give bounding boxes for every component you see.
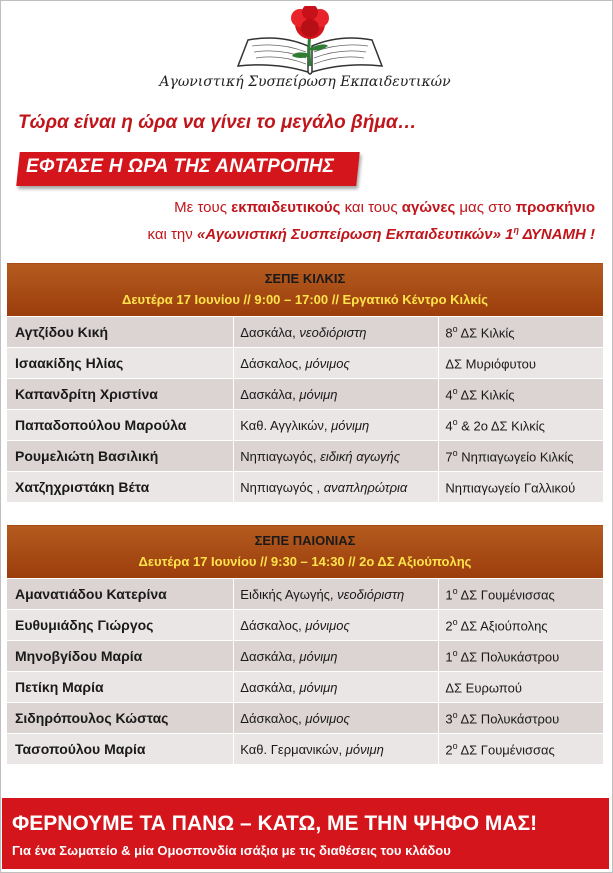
banner-text: ΕΦΤΑΣΕ Η ΩΡΑ ΤΗΣ ΑΝΑΤΡΟΠΗΣ [26, 156, 335, 177]
candidate-row [7, 348, 604, 379]
candidate-name: Αμανατιάδου Κατερίνα [7, 579, 234, 610]
candidate-school: $1^o$ ΔΣ Πολυκάστρου [439, 641, 604, 672]
candidate-school: $2^o$ ΔΣ Αξιούπολης [439, 610, 604, 641]
candidate-role: Δασκάλα, μόνιμη [234, 672, 439, 703]
candidate-role: Δασκάλα, μόνιμη [234, 379, 439, 410]
candidate-row [7, 317, 604, 348]
candidate-name: Ευθυμιάδης Γιώργος [7, 610, 234, 641]
candidate-row [7, 734, 604, 765]
section-header [7, 263, 604, 317]
section-table-kilkis [6, 262, 604, 503]
section-title: ΣΕΠΕ ΠΑΙΟΝΙΑΣ [254, 533, 356, 548]
tagline: Τώρα είναι η ώρα να γίνει το μεγάλο βήμα… [18, 112, 417, 133]
candidate-school: ΔΣ Ευρωπού [439, 672, 604, 703]
candidate-role: Ειδικής Αγωγής, νεοδιόριστη [234, 579, 439, 610]
candidate-role: Δάσκαλος, μόνιμος [234, 703, 439, 734]
candidate-role: Νηπιαγωγός , αναπληρώτρια [234, 472, 439, 503]
candidate-role: Δασκάλα, μόνιμη [234, 641, 439, 672]
candidate-role: Δάσκαλος, μόνιμος [234, 610, 439, 641]
section-subtitle: Δευτέρα 17 Ιουνίου // 9:30 – 14:30 // 2ο ΔΣ Αξιούπολης [138, 554, 472, 569]
candidate-row [7, 641, 604, 672]
candidate-name: Πετίκη Μαρία [7, 672, 234, 703]
candidate-name: Αγτζίδου Κική [7, 317, 234, 348]
candidate-row [7, 379, 604, 410]
candidate-school: $3^o$ ΔΣ Πολυκάστρου [439, 703, 604, 734]
candidate-name: Ρουμελιώτη Βασιλική [7, 441, 234, 472]
candidate-school: $1^o$ ΔΣ Γουμένισσας [439, 579, 604, 610]
candidate-school: $7^o$ Νηπιαγωγείο Κιλκίς [439, 441, 604, 472]
candidate-school: $8^o$ ΔΣ Κιλκίς [439, 317, 604, 348]
candidate-name: Μηνοβγίδου Μαρία [7, 641, 234, 672]
candidate-row [7, 579, 604, 610]
candidate-role: Δασκάλα, νεοδιόριστη [234, 317, 439, 348]
candidate-school: $4^o$ ΔΣ Κιλκίς [439, 379, 604, 410]
candidate-role: Νηπιαγωγός, ειδική αγωγής [234, 441, 439, 472]
candidate-school: ΔΣ Μυριόφυτου [439, 348, 604, 379]
candidate-school: $4^o$ & 2ο ΔΣ Κιλκίς [439, 410, 604, 441]
footer-subslogan: Για ένα Σωματείο & μία Ομοσπονδία ισάξια με τις διαθέσεις του κλάδου [12, 843, 451, 858]
section-header [7, 525, 604, 579]
candidate-row [7, 672, 604, 703]
candidate-row [7, 703, 604, 734]
section-subtitle: Δευτέρα 17 Ιουνίου // 9:00 – 17:00 // Εργατικό Κέντρο Κιλκίς [122, 292, 488, 307]
intro-text [40, 196, 595, 246]
candidate-name: Τασοπούλου Μαρία [7, 734, 234, 765]
intro-line-1: Με τους εκπαιδευτικούς και τους αγώνες μας στο προσκήνιο [174, 199, 595, 216]
candidate-role: Δάσκαλος, μόνιμος [234, 348, 439, 379]
intro-line-2: και την «Αγωνιστική Συσπείρωση Εκπαιδευτικών» $1^\eta$ ΔΥΝΑΜΗ ! [147, 225, 595, 243]
candidate-name: Ισαακίδης Ηλίας [7, 348, 234, 379]
section-title: ΣΕΠΕ ΚΙΛΚΙΣ [264, 271, 346, 286]
candidate-row [7, 441, 604, 472]
candidate-role: Καθ. Γερμανικών, μόνιμη [234, 734, 439, 765]
candidate-school: Νηπιαγωγείο Γαλλικού [439, 472, 604, 503]
candidate-row [7, 610, 604, 641]
candidate-role: Καθ. Αγγλικών, μόνιμη [234, 410, 439, 441]
logo-caption: Αγωνιστική Συσπείρωση Εκπαιδευτικών [159, 74, 451, 90]
candidate-name: Σιδηρόπουλος Κώστας [7, 703, 234, 734]
candidate-row [7, 410, 604, 441]
candidate-name: Χατζηχριστάκη Βέτα [7, 472, 234, 503]
candidate-name: Καπανδρίτη Χριστίνα [7, 379, 234, 410]
footer-slogan: ΦΕΡΝΟΥΜΕ ΤΑ ΠΑΝΩ – ΚΑΤΩ, ΜΕ ΤΗΝ ΨΗΦΟ ΜΑΣ! [12, 812, 538, 835]
candidate-row [7, 472, 604, 503]
section-table-paionias [6, 524, 604, 765]
candidate-school: $2^o$ ΔΣ Γουμένισσας [439, 734, 604, 765]
candidate-name: Παπαδοπούλου Μαρούλα [7, 410, 234, 441]
book-carnation-logo-icon [230, 6, 390, 78]
